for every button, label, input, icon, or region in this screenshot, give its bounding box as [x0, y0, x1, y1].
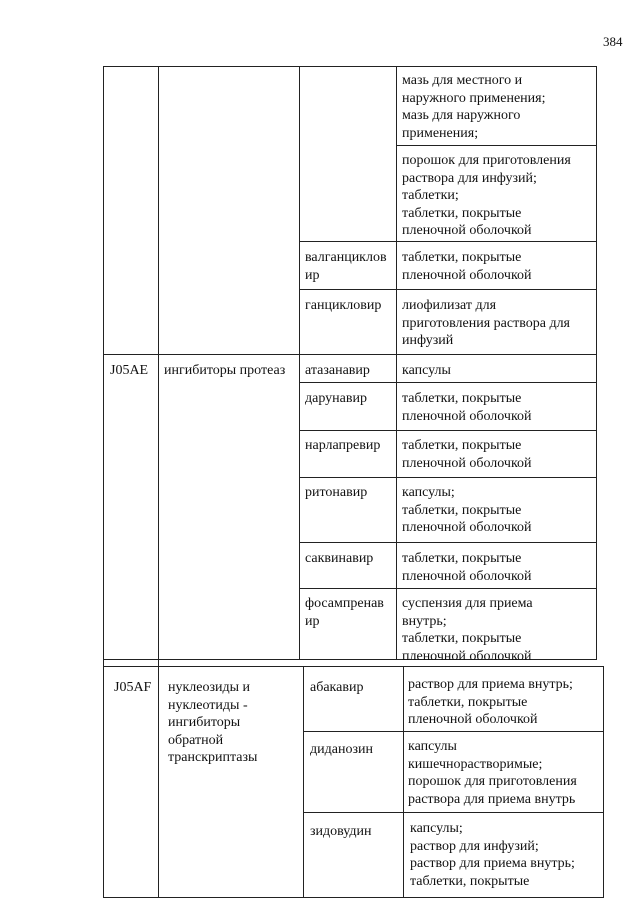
row-divider [299, 542, 597, 543]
atc-code-cell: J05AE [110, 363, 149, 378]
dosage-forms-cell: капсулы кишечнорастворимые; порошок для приготовления раствора для приема внутрь [408, 739, 577, 807]
row-divider [303, 812, 604, 813]
dosage-forms-cell: таблетки, покрытые пленочной оболочкой [402, 391, 532, 424]
group-name-cell: нуклеозиды и нуклеотиды - ингибиторы обратной транскриптазы [168, 680, 258, 765]
table-border-top [103, 66, 597, 67]
dosage-forms-cell: таблетки, покрытые пленочной оболочкой [402, 551, 532, 584]
dosage-forms-cell: лиофилизат для приготовления раствора для инфузий [402, 298, 570, 348]
dosage-forms-cell: раствор для приема внутрь; таблетки, покрытые пленочной оболочкой [408, 677, 573, 727]
dosage-forms-cell: мазь для местного и наружного применения; мазь для наружного применения; [402, 73, 546, 141]
table-border-left [103, 66, 104, 898]
dosage-forms-cell: порошок для приготовления раствора для инфузий; таблетки; таблетки, покрытые пленочной оболочкой [402, 153, 571, 238]
row-divider [103, 666, 604, 667]
row-divider [299, 289, 597, 290]
drug-name-cell: валганциклов ир [305, 250, 387, 283]
table-divider-name [396, 66, 397, 659]
row-divider [299, 382, 597, 383]
drug-name-cell: дарунавир [305, 391, 367, 406]
row-divider [299, 477, 597, 478]
row-divider [303, 731, 604, 732]
drug-name-cell: саквинавир [305, 551, 374, 566]
dosage-forms-cell: суспензия для приема внутрь; таблетки, покрытые пленочной оболочкой [402, 596, 533, 664]
table-divider-code [158, 66, 159, 898]
drug-name-cell: ритонавир [305, 485, 368, 500]
drug-name-cell: диданозин [310, 742, 373, 757]
drug-name-cell: абакавир [310, 680, 364, 695]
row-divider [396, 145, 597, 146]
dosage-forms-cell: капсулы [402, 363, 451, 378]
group-name-cell: ингибиторы протеаз [164, 363, 286, 378]
dosage-forms-cell: капсулы; таблетки, покрытые пленочной оболочкой [402, 485, 532, 535]
row-divider [299, 588, 597, 589]
table-divider-group-lower [303, 666, 304, 898]
table-border-right-lower [603, 666, 604, 898]
drug-name-cell: фосампренав ир [305, 596, 384, 629]
drug-name-cell: атазанавир [305, 363, 370, 378]
drug-name-cell: ганцикловир [305, 298, 382, 313]
row-divider [299, 241, 597, 242]
row-divider [103, 354, 597, 355]
drug-name-cell: нарлапревир [305, 438, 381, 453]
table-border-bottom [103, 897, 604, 898]
dosage-forms-cell: капсулы; раствор для инфузий; раствор для приема внутрь; таблетки, покрытые [410, 821, 575, 889]
table-divider-group [299, 66, 300, 659]
atc-code-cell: J05AF [114, 680, 152, 695]
drug-name-cell: зидовудин [310, 824, 372, 839]
table-divider-name-lower [403, 666, 404, 898]
dosage-forms-cell: таблетки, покрытые пленочной оболочкой [402, 250, 532, 283]
page-number: 384 [603, 34, 623, 49]
dosage-forms-cell: таблетки, покрытые пленочной оболочкой [402, 438, 532, 471]
row-divider [299, 430, 597, 431]
table-border-right [596, 66, 597, 659]
